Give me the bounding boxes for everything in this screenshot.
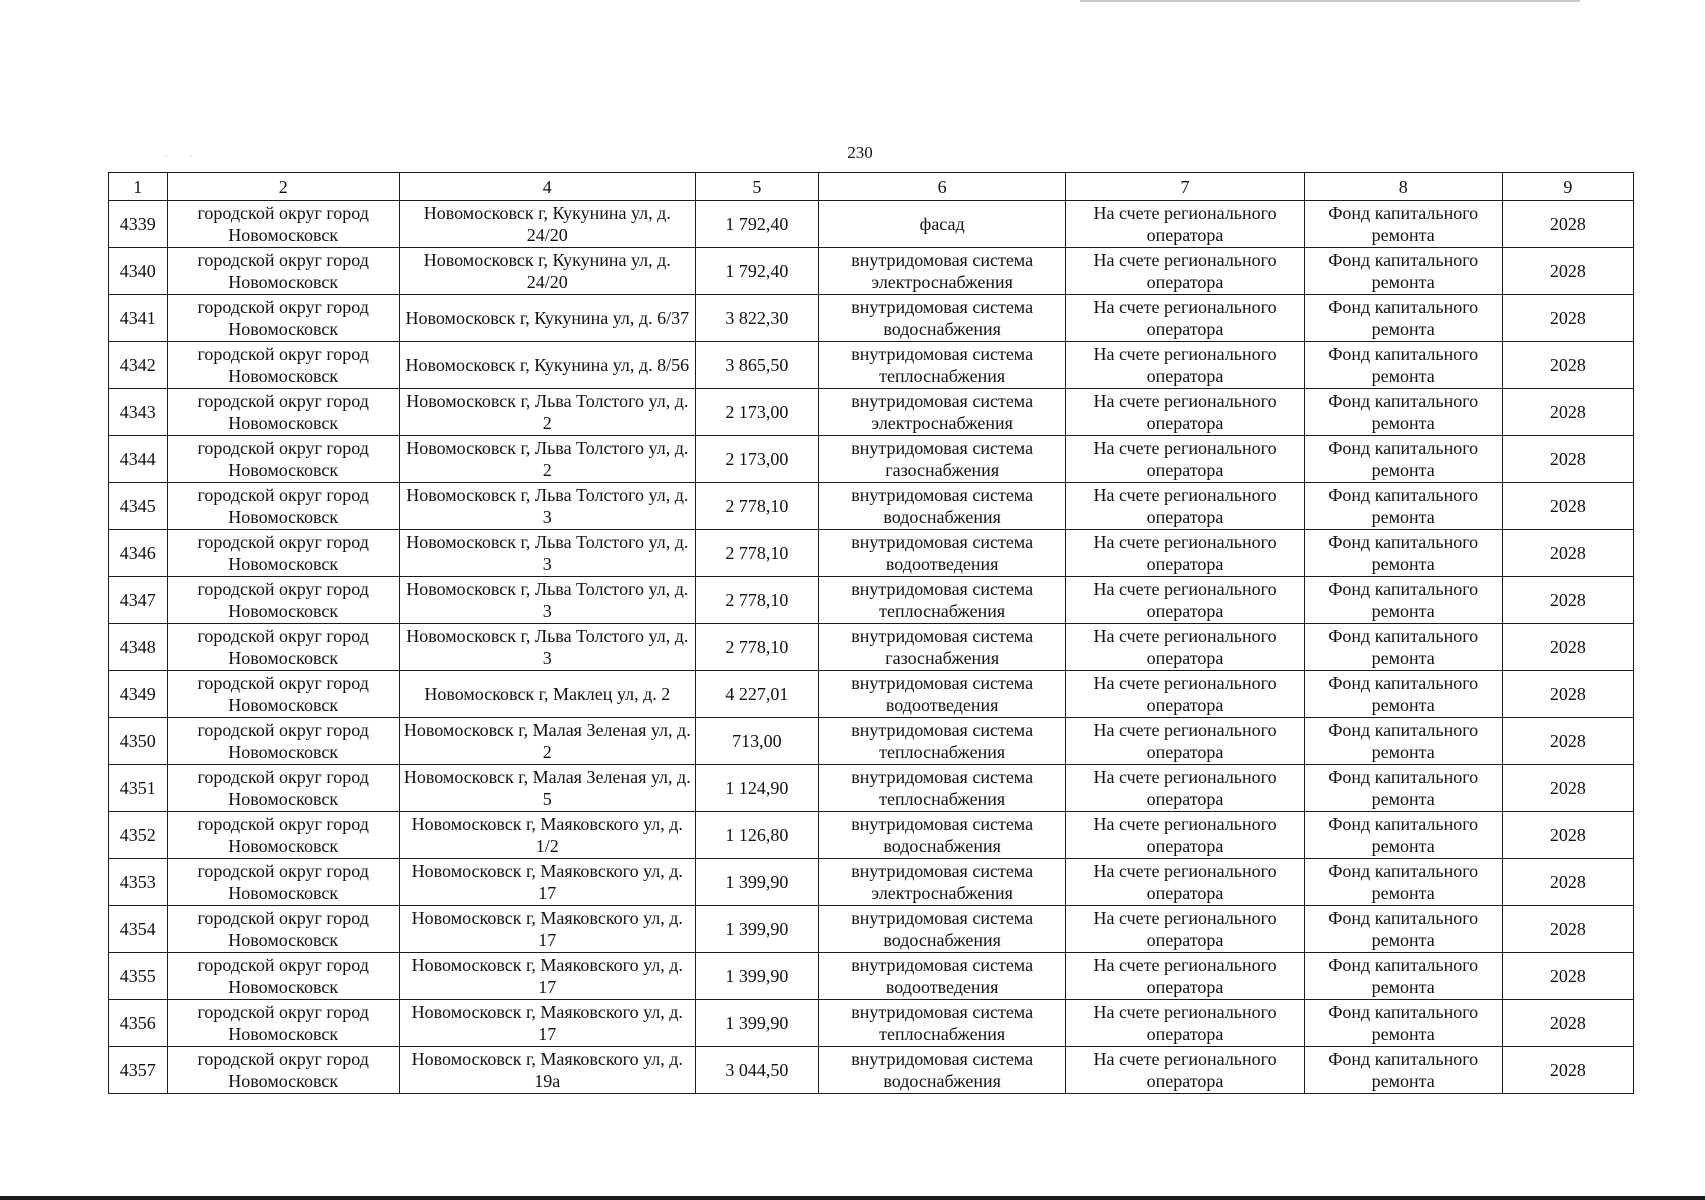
- cell-address: Новомосковск г, Маяковского ул, д. 17: [399, 906, 695, 953]
- table-row: [109, 765, 1634, 812]
- cell-address: Новомосковск г, Льва Толстого ул, д. 3: [399, 483, 695, 530]
- cell-row-number: 4356: [109, 1000, 168, 1047]
- table-row: [109, 436, 1634, 483]
- cell-address: Новомосковск г, Льва Толстого ул, д. 3: [399, 530, 695, 577]
- cell-address: Новомосковск г, Кукунина ул, д. 8/56: [399, 342, 695, 389]
- cell-row-number: 4348: [109, 624, 168, 671]
- cell-row-number: 4355: [109, 953, 168, 1000]
- cell-year: 2028: [1502, 906, 1633, 953]
- cell-work-type: внутридомовая система водоснабжения: [818, 295, 1065, 342]
- cell-area: 713,00: [695, 718, 818, 765]
- cell-year: 2028: [1502, 624, 1633, 671]
- scan-bottom-edge: [0, 1196, 1705, 1200]
- cell-row-number: 4343: [109, 389, 168, 436]
- header-col-7: 7: [1066, 173, 1304, 201]
- cell-year: 2028: [1502, 812, 1633, 859]
- cell-address: Новомосковск г, Кукунина ул, д. 24/20: [399, 201, 695, 248]
- cell-address: Новомосковск г, Льва Толстого ул, д. 3: [399, 577, 695, 624]
- cell-area: 1 124,90: [695, 765, 818, 812]
- cell-work-type: внутридомовая система водоснабжения: [818, 483, 1065, 530]
- cell-work-type: внутридомовая система водоотведения: [818, 671, 1065, 718]
- cell-address: Новомосковск г, Льва Толстого ул, д. 2: [399, 436, 695, 483]
- cell-funding-source: Фонд капитального ремонта: [1304, 906, 1502, 953]
- cell-address: Новомосковск г, Кукунина ул, д. 6/37: [399, 295, 695, 342]
- table-header: [109, 173, 1634, 201]
- cell-municipality: городской округ город Новомосковск: [167, 718, 399, 765]
- header-col-2: 2: [167, 173, 399, 201]
- register-table: [108, 172, 1634, 1094]
- cell-year: 2028: [1502, 1000, 1633, 1047]
- cell-area: 1 792,40: [695, 248, 818, 295]
- cell-account-type: На счете регионального оператора: [1066, 1000, 1304, 1047]
- cell-funding-source: Фонд капитального ремонта: [1304, 718, 1502, 765]
- cell-address: Новомосковск г, Кукунина ул, д. 24/20: [399, 248, 695, 295]
- table-row: [109, 906, 1634, 953]
- cell-funding-source: Фонд капитального ремонта: [1304, 389, 1502, 436]
- cell-year: 2028: [1502, 859, 1633, 906]
- cell-account-type: На счете регионального оператора: [1066, 530, 1304, 577]
- cell-work-type: внутридомовая система теплоснабжения: [818, 1000, 1065, 1047]
- cell-area: 1 399,90: [695, 1000, 818, 1047]
- table-row: [109, 718, 1634, 765]
- cell-work-type: внутридомовая система водоснабжения: [818, 812, 1065, 859]
- cell-area: 2 778,10: [695, 577, 818, 624]
- cell-work-type: внутридомовая система электроснабжения: [818, 389, 1065, 436]
- cell-funding-source: Фонд капитального ремонта: [1304, 483, 1502, 530]
- cell-row-number: 4351: [109, 765, 168, 812]
- table-row: [109, 812, 1634, 859]
- cell-work-type: внутридомовая система газоснабжения: [818, 436, 1065, 483]
- cell-address: Новомосковск г, Льва Толстого ул, д. 2: [399, 389, 695, 436]
- cell-address: Новомосковск г, Маклец ул, д. 2: [399, 671, 695, 718]
- cell-row-number: 4347: [109, 577, 168, 624]
- cell-work-type: внутридомовая система электроснабжения: [818, 248, 1065, 295]
- cell-row-number: 4349: [109, 671, 168, 718]
- cell-account-type: На счете регионального оператора: [1066, 624, 1304, 671]
- header-row: [109, 173, 1634, 201]
- cell-municipality: городской округ город Новомосковск: [167, 1047, 399, 1094]
- cell-municipality: городской округ город Новомосковск: [167, 530, 399, 577]
- cell-municipality: городской округ город Новомосковск: [167, 1000, 399, 1047]
- table-row: [109, 671, 1634, 718]
- cell-row-number: 4346: [109, 530, 168, 577]
- cell-municipality: городской округ город Новомосковск: [167, 483, 399, 530]
- table-row: [109, 295, 1634, 342]
- cell-municipality: городской округ город Новомосковск: [167, 342, 399, 389]
- cell-area: 1 399,90: [695, 953, 818, 1000]
- cell-year: 2028: [1502, 248, 1633, 295]
- cell-funding-source: Фонд капитального ремонта: [1304, 765, 1502, 812]
- cell-municipality: городской округ город Новомосковск: [167, 953, 399, 1000]
- cell-area: 3 865,50: [695, 342, 818, 389]
- cell-account-type: На счете регионального оператора: [1066, 812, 1304, 859]
- table-row: [109, 577, 1634, 624]
- cell-year: 2028: [1502, 953, 1633, 1000]
- cell-work-type: внутридомовая система электроснабжения: [818, 859, 1065, 906]
- cell-address: Новомосковск г, Маяковского ул, д. 1/2: [399, 812, 695, 859]
- cell-municipality: городской округ город Новомосковск: [167, 624, 399, 671]
- cell-municipality: городской округ город Новомосковск: [167, 765, 399, 812]
- cell-work-type: внутридомовая система водоотведения: [818, 530, 1065, 577]
- cell-account-type: На счете регионального оператора: [1066, 342, 1304, 389]
- cell-account-type: На счете регионального оператора: [1066, 577, 1304, 624]
- page-number: 230: [847, 143, 873, 162]
- cell-funding-source: Фонд капитального ремонта: [1304, 953, 1502, 1000]
- cell-area: 2 173,00: [695, 389, 818, 436]
- cell-account-type: На счете регионального оператора: [1066, 859, 1304, 906]
- cell-area: 2 173,00: [695, 436, 818, 483]
- cell-account-type: На счете регионального оператора: [1066, 483, 1304, 530]
- cell-address: Новомосковск г, Малая Зеленая ул, д. 5: [399, 765, 695, 812]
- cell-municipality: городской округ город Новомосковск: [167, 671, 399, 718]
- cell-account-type: На счете регионального оператора: [1066, 295, 1304, 342]
- cell-year: 2028: [1502, 389, 1633, 436]
- cell-row-number: 4357: [109, 1047, 168, 1094]
- cell-account-type: На счете регионального оператора: [1066, 389, 1304, 436]
- cell-address: Новомосковск г, Льва Толстого ул, д. 3: [399, 624, 695, 671]
- scan-top-edge: [1080, 0, 1580, 2]
- cell-municipality: городской округ город Новомосковск: [167, 436, 399, 483]
- cell-year: 2028: [1502, 295, 1633, 342]
- cell-funding-source: Фонд капитального ремонта: [1304, 577, 1502, 624]
- table-row: [109, 624, 1634, 671]
- cell-funding-source: Фонд капитального ремонта: [1304, 342, 1502, 389]
- cell-row-number: 4339: [109, 201, 168, 248]
- cell-account-type: На счете регионального оператора: [1066, 1047, 1304, 1094]
- cell-municipality: городской округ город Новомосковск: [167, 389, 399, 436]
- cell-row-number: 4354: [109, 906, 168, 953]
- cell-funding-source: Фонд капитального ремонта: [1304, 295, 1502, 342]
- cell-area: 1 399,90: [695, 859, 818, 906]
- cell-account-type: На счете регионального оператора: [1066, 248, 1304, 295]
- cell-area: 3 822,30: [695, 295, 818, 342]
- cell-municipality: городской округ город Новомосковск: [167, 859, 399, 906]
- cell-area: 1 792,40: [695, 201, 818, 248]
- cell-funding-source: Фонд капитального ремонта: [1304, 436, 1502, 483]
- cell-area: 3 044,50: [695, 1047, 818, 1094]
- header-col-8: 8: [1304, 173, 1502, 201]
- cell-work-type: внутридомовая система теплоснабжения: [818, 342, 1065, 389]
- table-row: [109, 342, 1634, 389]
- table-row: [109, 859, 1634, 906]
- table-row: [109, 483, 1634, 530]
- cell-row-number: 4344: [109, 436, 168, 483]
- table-row: [109, 201, 1634, 248]
- cell-year: 2028: [1502, 483, 1633, 530]
- cell-account-type: На счете регионального оператора: [1066, 201, 1304, 248]
- cell-area: 4 227,01: [695, 671, 818, 718]
- cell-year: 2028: [1502, 671, 1633, 718]
- scan-specks: · ·: [165, 152, 203, 161]
- cell-account-type: На счете регионального оператора: [1066, 718, 1304, 765]
- cell-funding-source: Фонд капитального ремонта: [1304, 671, 1502, 718]
- cell-year: 2028: [1502, 436, 1633, 483]
- cell-year: 2028: [1502, 577, 1633, 624]
- cell-account-type: На счете регионального оператора: [1066, 906, 1304, 953]
- cell-area: 2 778,10: [695, 483, 818, 530]
- cell-row-number: 4341: [109, 295, 168, 342]
- cell-municipality: городской округ город Новомосковск: [167, 201, 399, 248]
- table-row: [109, 1000, 1634, 1047]
- table-row: [109, 1047, 1634, 1094]
- cell-address: Новомосковск г, Маяковского ул, д. 19а: [399, 1047, 695, 1094]
- cell-work-type: фасад: [818, 201, 1065, 248]
- cell-account-type: На счете регионального оператора: [1066, 671, 1304, 718]
- cell-funding-source: Фонд капитального ремонта: [1304, 248, 1502, 295]
- header-col-5: 5: [695, 173, 818, 201]
- cell-municipality: городской округ город Новомосковск: [167, 248, 399, 295]
- cell-address: Новомосковск г, Малая Зеленая ул, д. 2: [399, 718, 695, 765]
- cell-municipality: городской округ город Новомосковск: [167, 812, 399, 859]
- cell-work-type: внутридомовая система водоотведения: [818, 953, 1065, 1000]
- cell-work-type: внутридомовая система газоснабжения: [818, 624, 1065, 671]
- cell-row-number: 4342: [109, 342, 168, 389]
- cell-address: Новомосковск г, Маяковского ул, д. 17: [399, 953, 695, 1000]
- cell-area: 1 126,80: [695, 812, 818, 859]
- cell-funding-source: Фонд капитального ремонта: [1304, 201, 1502, 248]
- cell-account-type: На счете регионального оператора: [1066, 436, 1304, 483]
- cell-area: 1 399,90: [695, 906, 818, 953]
- header-col-1: 1: [109, 173, 168, 201]
- cell-work-type: внутридомовая система теплоснабжения: [818, 765, 1065, 812]
- table-row: [109, 248, 1634, 295]
- cell-work-type: внутридомовая система теплоснабжения: [818, 577, 1065, 624]
- table-body: [109, 201, 1634, 1094]
- cell-municipality: городской округ город Новомосковск: [167, 295, 399, 342]
- header-col-9: 9: [1502, 173, 1633, 201]
- header-col-4: 4: [399, 173, 695, 201]
- cell-year: 2028: [1502, 1047, 1633, 1094]
- cell-row-number: 4345: [109, 483, 168, 530]
- cell-year: 2028: [1502, 530, 1633, 577]
- cell-account-type: На счете регионального оператора: [1066, 953, 1304, 1000]
- cell-funding-source: Фонд капитального ремонта: [1304, 1047, 1502, 1094]
- cell-account-type: На счете регионального оператора: [1066, 765, 1304, 812]
- cell-funding-source: Фонд капитального ремонта: [1304, 1000, 1502, 1047]
- cell-funding-source: Фонд капитального ремонта: [1304, 859, 1502, 906]
- header-col-6: 6: [818, 173, 1065, 201]
- cell-municipality: городской округ город Новомосковск: [167, 906, 399, 953]
- table-row: [109, 953, 1634, 1000]
- cell-work-type: внутридомовая система теплоснабжения: [818, 718, 1065, 765]
- cell-work-type: внутридомовая система водоснабжения: [818, 906, 1065, 953]
- cell-year: 2028: [1502, 342, 1633, 389]
- cell-year: 2028: [1502, 718, 1633, 765]
- cell-funding-source: Фонд капитального ремонта: [1304, 530, 1502, 577]
- cell-row-number: 4352: [109, 812, 168, 859]
- cell-row-number: 4353: [109, 859, 168, 906]
- table-row: [109, 530, 1634, 577]
- cell-work-type: внутридомовая система водоснабжения: [818, 1047, 1065, 1094]
- cell-row-number: 4340: [109, 248, 168, 295]
- cell-year: 2028: [1502, 765, 1633, 812]
- cell-municipality: городской округ город Новомосковск: [167, 577, 399, 624]
- cell-funding-source: Фонд капитального ремонта: [1304, 812, 1502, 859]
- cell-area: 2 778,10: [695, 530, 818, 577]
- cell-row-number: 4350: [109, 718, 168, 765]
- cell-area: 2 778,10: [695, 624, 818, 671]
- cell-funding-source: Фонд капитального ремонта: [1304, 624, 1502, 671]
- cell-address: Новомосковск г, Маяковского ул, д. 17: [399, 859, 695, 906]
- table-row: [109, 389, 1634, 436]
- cell-year: 2028: [1502, 201, 1633, 248]
- cell-address: Новомосковск г, Маяковского ул, д. 17: [399, 1000, 695, 1047]
